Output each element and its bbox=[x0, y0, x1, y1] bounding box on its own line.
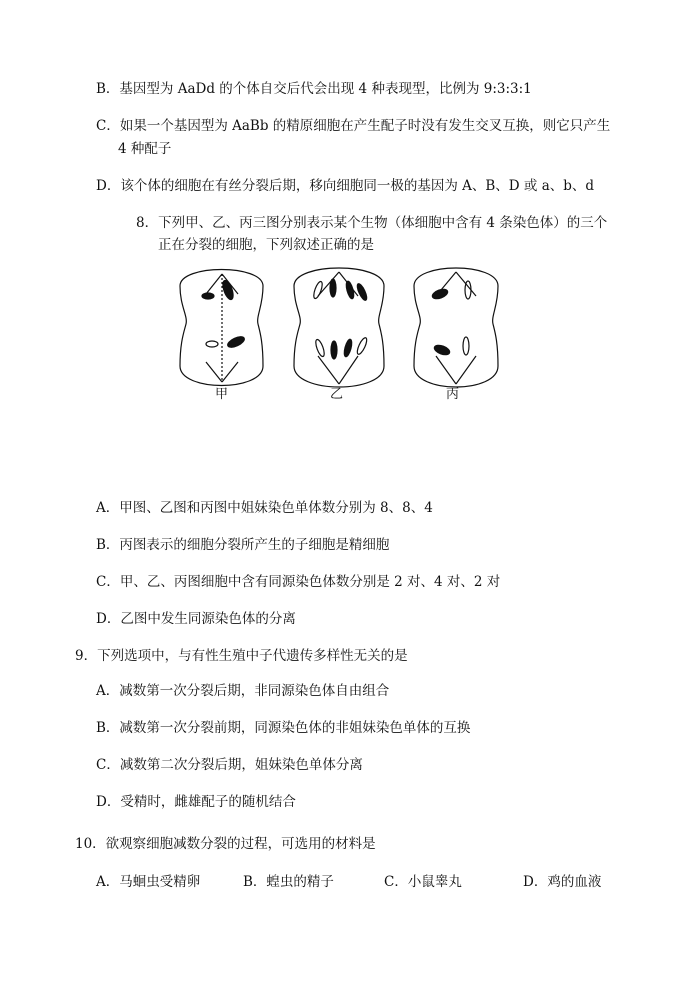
cell-jia-diagram bbox=[180, 270, 263, 386]
q7-option-c-line1: C．如果一个基因型为 AaBb 的精原细胞在产生配子时没有发生交叉互换，则它只产生 bbox=[96, 118, 611, 134]
q10-option-a: A．马蛔虫受精卵 bbox=[96, 874, 201, 890]
q10-option-b: B．蝗虫的精子 bbox=[243, 874, 334, 890]
figure-label-bing: 丙 bbox=[446, 387, 460, 402]
q7-option-c-line2: 4 种配子 bbox=[118, 141, 172, 157]
q8-option-b: B．丙图表示的细胞分裂所产生的子细胞是精细胞 bbox=[96, 537, 390, 553]
q9-option-b: B．减数第一次分裂前期，同源染色体的非姐妹染色单体的互换 bbox=[96, 720, 471, 736]
q10-stem: 10．欲观察细胞减数分裂的过程，可选用的材料是 bbox=[75, 836, 376, 852]
figure-label-jia: 甲 bbox=[215, 387, 229, 402]
q9-stem: 9．下列选项中，与有性生殖中子代遗传多样性无关的是 bbox=[75, 648, 408, 664]
q8-option-a: A．甲图、乙图和丙图中姐妹染色单体数分别为 8、8、4 bbox=[96, 500, 433, 516]
q7-option-d: D．该个体的细胞在有丝分裂后期，移向细胞同一极的基因为 A、B、D 或 a、b、d bbox=[96, 178, 595, 194]
q10-option-c: C．小鼠睾丸 bbox=[384, 874, 462, 890]
cell-division-figure bbox=[178, 256, 504, 402]
q8-stem-line2: 正在分裂的细胞，下列叙述正确的是 bbox=[158, 237, 374, 253]
q9-option-a: A．减数第一次分裂后期，非同源染色体自由组合 bbox=[96, 683, 390, 699]
cell-yi-diagram bbox=[294, 268, 384, 387]
q8-option-c: C．甲、乙、丙图细胞中含有同源染色体数分别是 2 对、4 对、2 对 bbox=[96, 574, 501, 590]
q7-option-b: B．基因型为 AaDd 的个体自交后代会出现 4 种表现型，比例为 9:3:3:1 bbox=[96, 81, 532, 97]
q10-option-d: D．鸡的血液 bbox=[523, 874, 602, 890]
q8-option-d: D．乙图中发生同源染色体的分离 bbox=[96, 611, 296, 627]
q9-option-d: D．受精时，雌雄配子的随机结合 bbox=[96, 794, 296, 810]
cell-bing-diagram bbox=[414, 268, 498, 387]
q8-stem-line1: 8．下列甲、乙、丙三图分别表示某个生物（体细胞中含有 4 条染色体）的三个 bbox=[136, 215, 608, 231]
figure-label-yi: 乙 bbox=[330, 387, 344, 402]
q9-option-c: C．减数第二次分裂后期，姐妹染色单体分离 bbox=[96, 757, 363, 773]
